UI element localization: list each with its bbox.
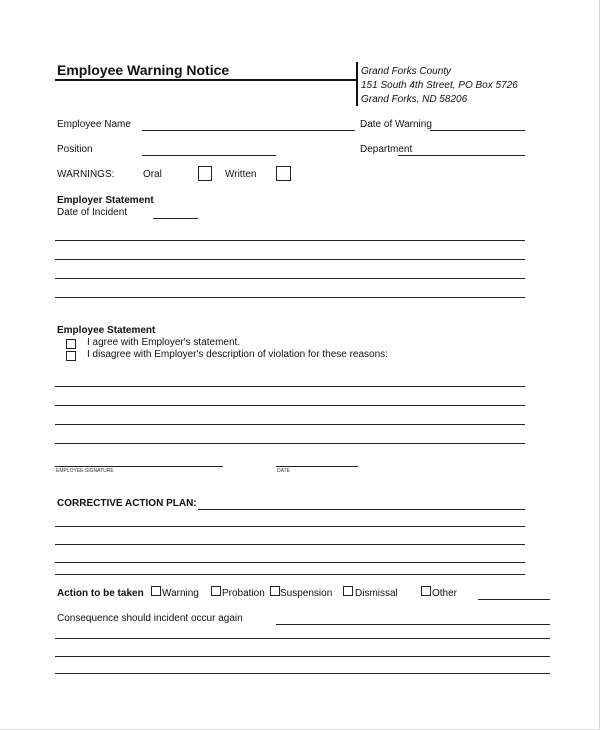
suspension-checkbox[interactable] — [270, 586, 280, 596]
employee-signature-label: EMPLOYEE SIGNATURE — [56, 468, 114, 474]
agree-checkbox[interactable] — [66, 339, 76, 349]
title-underline — [55, 79, 357, 81]
date-of-incident-label: Date of Incident — [57, 207, 128, 218]
agree-label: I agree with Employer's statement. — [87, 337, 241, 348]
other-checkbox[interactable] — [421, 586, 431, 596]
form-title: Employee Warning Notice — [57, 62, 230, 78]
employee-statement-heading: Employee Statement — [57, 325, 156, 336]
corrective-action-line-3[interactable] — [55, 562, 525, 563]
consequence-line-1[interactable] — [55, 638, 550, 639]
warnings-label: WARNINGS: — [57, 169, 115, 180]
employer-statement-line-4[interactable] — [55, 297, 525, 298]
employee-name-label: Employee Name — [57, 119, 131, 130]
date-of-warning-field[interactable] — [430, 130, 525, 131]
corrective-action-line-0[interactable] — [198, 509, 525, 510]
employer-statement-line-1[interactable] — [55, 240, 525, 241]
signature-date-label: DATE — [277, 468, 290, 474]
address-line-2: 151 South 4th Street, PO Box 5726 — [361, 80, 518, 91]
suspension-option-label: Suspension — [280, 588, 333, 599]
corrective-action-line-1[interactable] — [55, 526, 525, 527]
dismissal-option-label: Dismissal — [355, 588, 398, 599]
header-divider — [356, 62, 358, 106]
employee-name-field[interactable] — [142, 130, 355, 131]
department-field[interactable] — [398, 155, 525, 156]
written-label: Written — [225, 169, 257, 180]
employee-statement-line-2[interactable] — [55, 405, 525, 406]
warning-option-label: Warning — [162, 588, 199, 599]
warning-checkbox[interactable] — [151, 586, 161, 596]
oral-checkbox[interactable] — [198, 166, 212, 181]
disagree-checkbox[interactable] — [66, 351, 76, 361]
written-checkbox[interactable] — [276, 166, 291, 181]
employer-statement-line-2[interactable] — [55, 259, 525, 260]
disagree-label: I disagree with Employer's description of violation for these reasons: — [87, 349, 388, 360]
other-option-label: Other — [432, 588, 458, 599]
signature-date-field[interactable] — [276, 466, 358, 467]
date-of-warning-label: Date of Warning — [360, 119, 432, 130]
employee-statement-line-3[interactable] — [55, 424, 525, 425]
position-field[interactable] — [142, 155, 276, 156]
employer-statement-line-3[interactable] — [55, 278, 525, 279]
employer-statement-heading: Employer Statement — [57, 195, 154, 206]
date-of-incident-field[interactable] — [153, 218, 198, 219]
corrective-action-line-4[interactable] — [55, 574, 525, 575]
position-label: Position — [57, 144, 93, 155]
dismissal-checkbox[interactable] — [343, 586, 353, 596]
other-specify-field[interactable] — [478, 599, 550, 600]
employee-statement-line-4[interactable] — [55, 443, 525, 444]
consequence-label: Consequence should incident occur again — [57, 613, 243, 624]
probation-option-label: Probation — [222, 588, 265, 599]
oral-label: Oral — [143, 169, 162, 180]
employee-signature-field[interactable] — [55, 466, 223, 467]
department-label: Department — [360, 144, 413, 155]
corrective-action-line-2[interactable] — [55, 544, 525, 545]
corrective-action-heading: CORRECTIVE ACTION PLAN: — [57, 498, 197, 509]
employee-statement-line-1[interactable] — [55, 386, 525, 387]
consequence-line-0[interactable] — [276, 624, 550, 625]
consequence-line-2[interactable] — [55, 656, 550, 657]
address-line-1: Grand Forks County — [361, 66, 452, 77]
action-label: Action to be taken — [57, 588, 144, 599]
consequence-line-3[interactable] — [55, 673, 550, 674]
probation-checkbox[interactable] — [211, 586, 221, 596]
address-line-3: Grand Forks, ND 58206 — [361, 94, 468, 105]
